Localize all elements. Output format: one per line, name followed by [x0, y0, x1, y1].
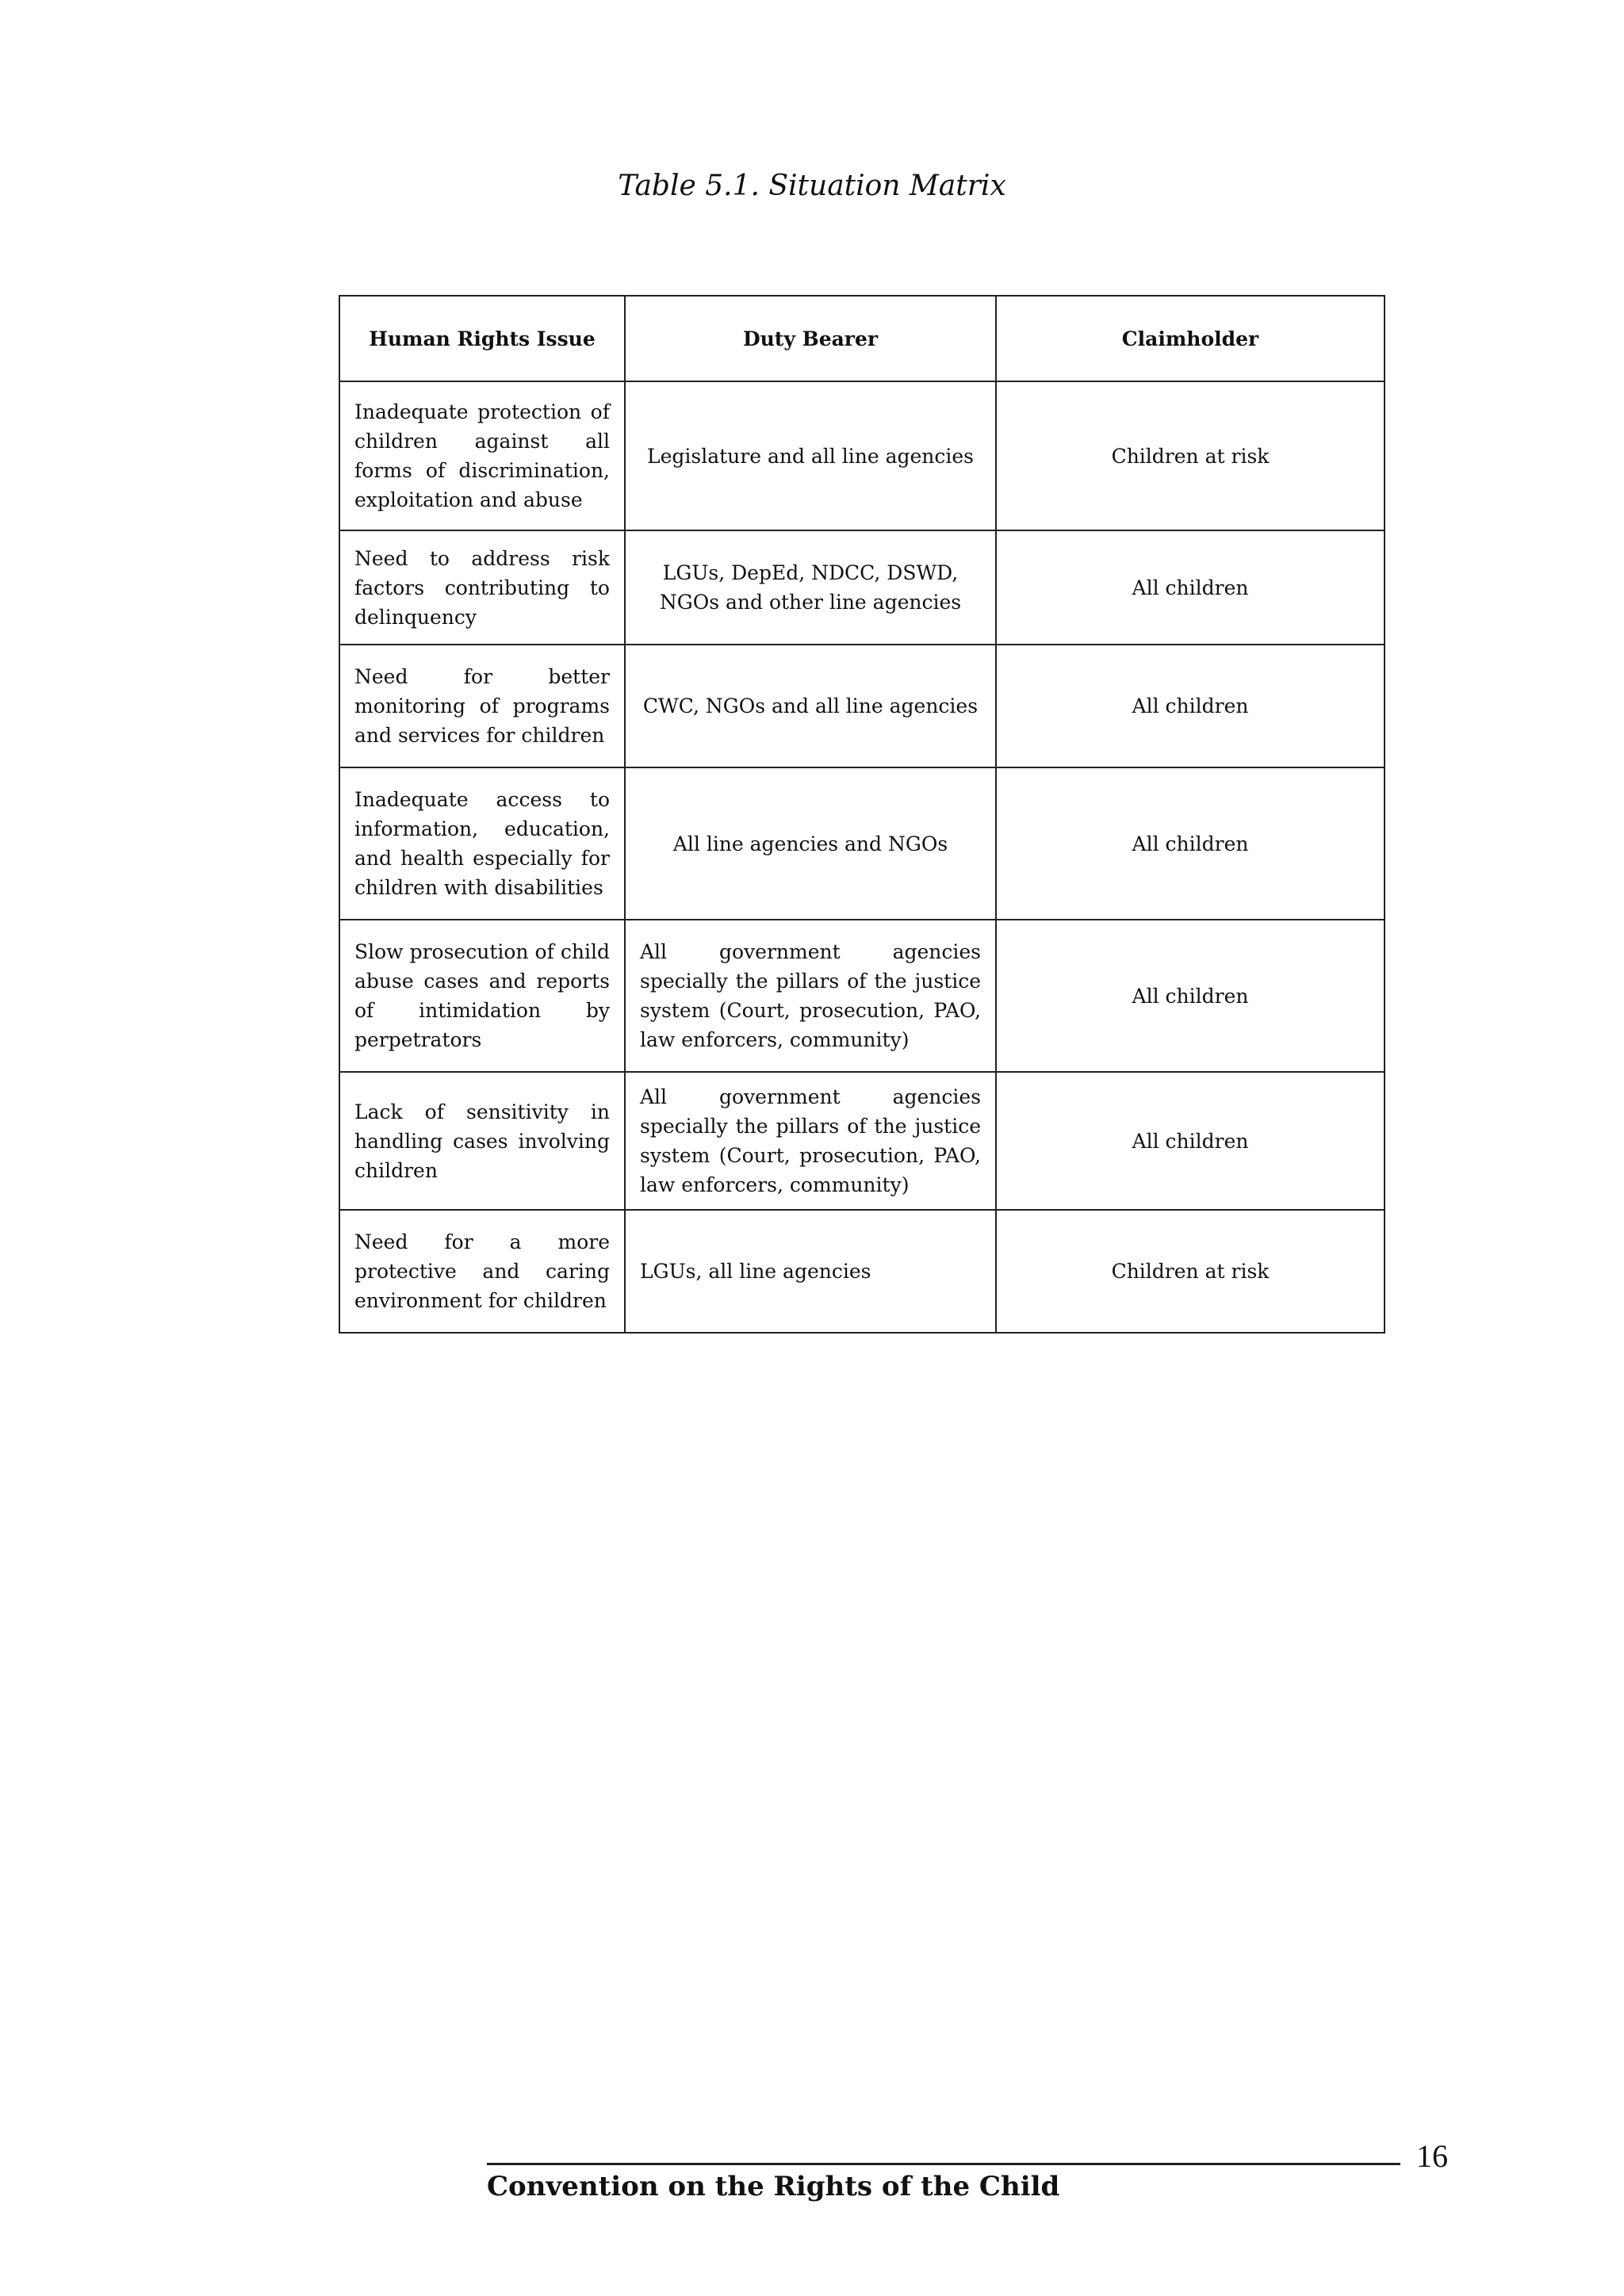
table-row	[339, 381, 1385, 530]
duty-bearer-cell: All government agencies specially the pillars of the justice system (Court, prosecution, PAO, law enforcers, community)	[625, 920, 996, 1072]
table-caption: Table 5.1. Situation Matrix	[618, 170, 1006, 202]
duty-bearer-cell: LGUs, all line agencies	[625, 1210, 996, 1333]
claimholder-cell: All children	[996, 645, 1385, 767]
page-number: 16	[1416, 2138, 1448, 2174]
header-duty-bearer: Duty Bearer	[625, 296, 996, 381]
issue-cell: Lack of sensitivity in handling cases involving children	[339, 1072, 625, 1210]
table-row	[339, 920, 1385, 1072]
claimholder-cell: All children	[996, 530, 1385, 645]
claimholder-cell: All children	[996, 920, 1385, 1072]
duty-bearer-cell: All line agencies and NGOs	[625, 767, 996, 920]
issue-cell: Need to address risk factors contributing to delinquency	[339, 530, 625, 645]
situation-matrix-table	[339, 295, 1385, 1334]
table-header-row	[339, 296, 1385, 381]
issue-cell: Need for better monitoring of programs and services for children	[339, 645, 625, 767]
issue-cell: Slow prosecution of child abuse cases and reports of intimidation by perpetrators	[339, 920, 625, 1072]
claimholder-cell: All children	[996, 1072, 1385, 1210]
duty-bearer-cell: All government agencies specially the pillars of the justice system (Court, prosecution, PAO, law enforcers, community)	[625, 1072, 996, 1210]
claimholder-cell: Children at risk	[996, 1210, 1385, 1333]
duty-bearer-cell: Legislature and all line agencies	[625, 381, 996, 530]
duty-bearer-cell: LGUs, DepEd, NDCC, DSWD, NGOs and other line agencies	[625, 530, 996, 645]
issue-cell: Need for a more protective and caring environment for children	[339, 1210, 625, 1333]
duty-bearer-cell: CWC, NGOs and all line agencies	[625, 645, 996, 767]
claimholder-cell: All children	[996, 767, 1385, 920]
table-row	[339, 767, 1385, 920]
footer-divider	[487, 2163, 1400, 2165]
footer-title: Convention on the Rights of the Child	[487, 2171, 1060, 2202]
header-claimholder: Claimholder	[996, 296, 1385, 381]
table-row	[339, 645, 1385, 767]
table-row	[339, 530, 1385, 645]
issue-cell: Inadequate access to information, education, and health especially for children with disabilities	[339, 767, 625, 920]
table-row	[339, 1072, 1385, 1210]
table-row	[339, 1210, 1385, 1333]
claimholder-cell: Children at risk	[996, 381, 1385, 530]
header-human-rights-issue: Human Rights Issue	[339, 296, 625, 381]
issue-cell: Inadequate protection of children against all forms of discrimination, exploitation and abuse	[339, 381, 625, 530]
